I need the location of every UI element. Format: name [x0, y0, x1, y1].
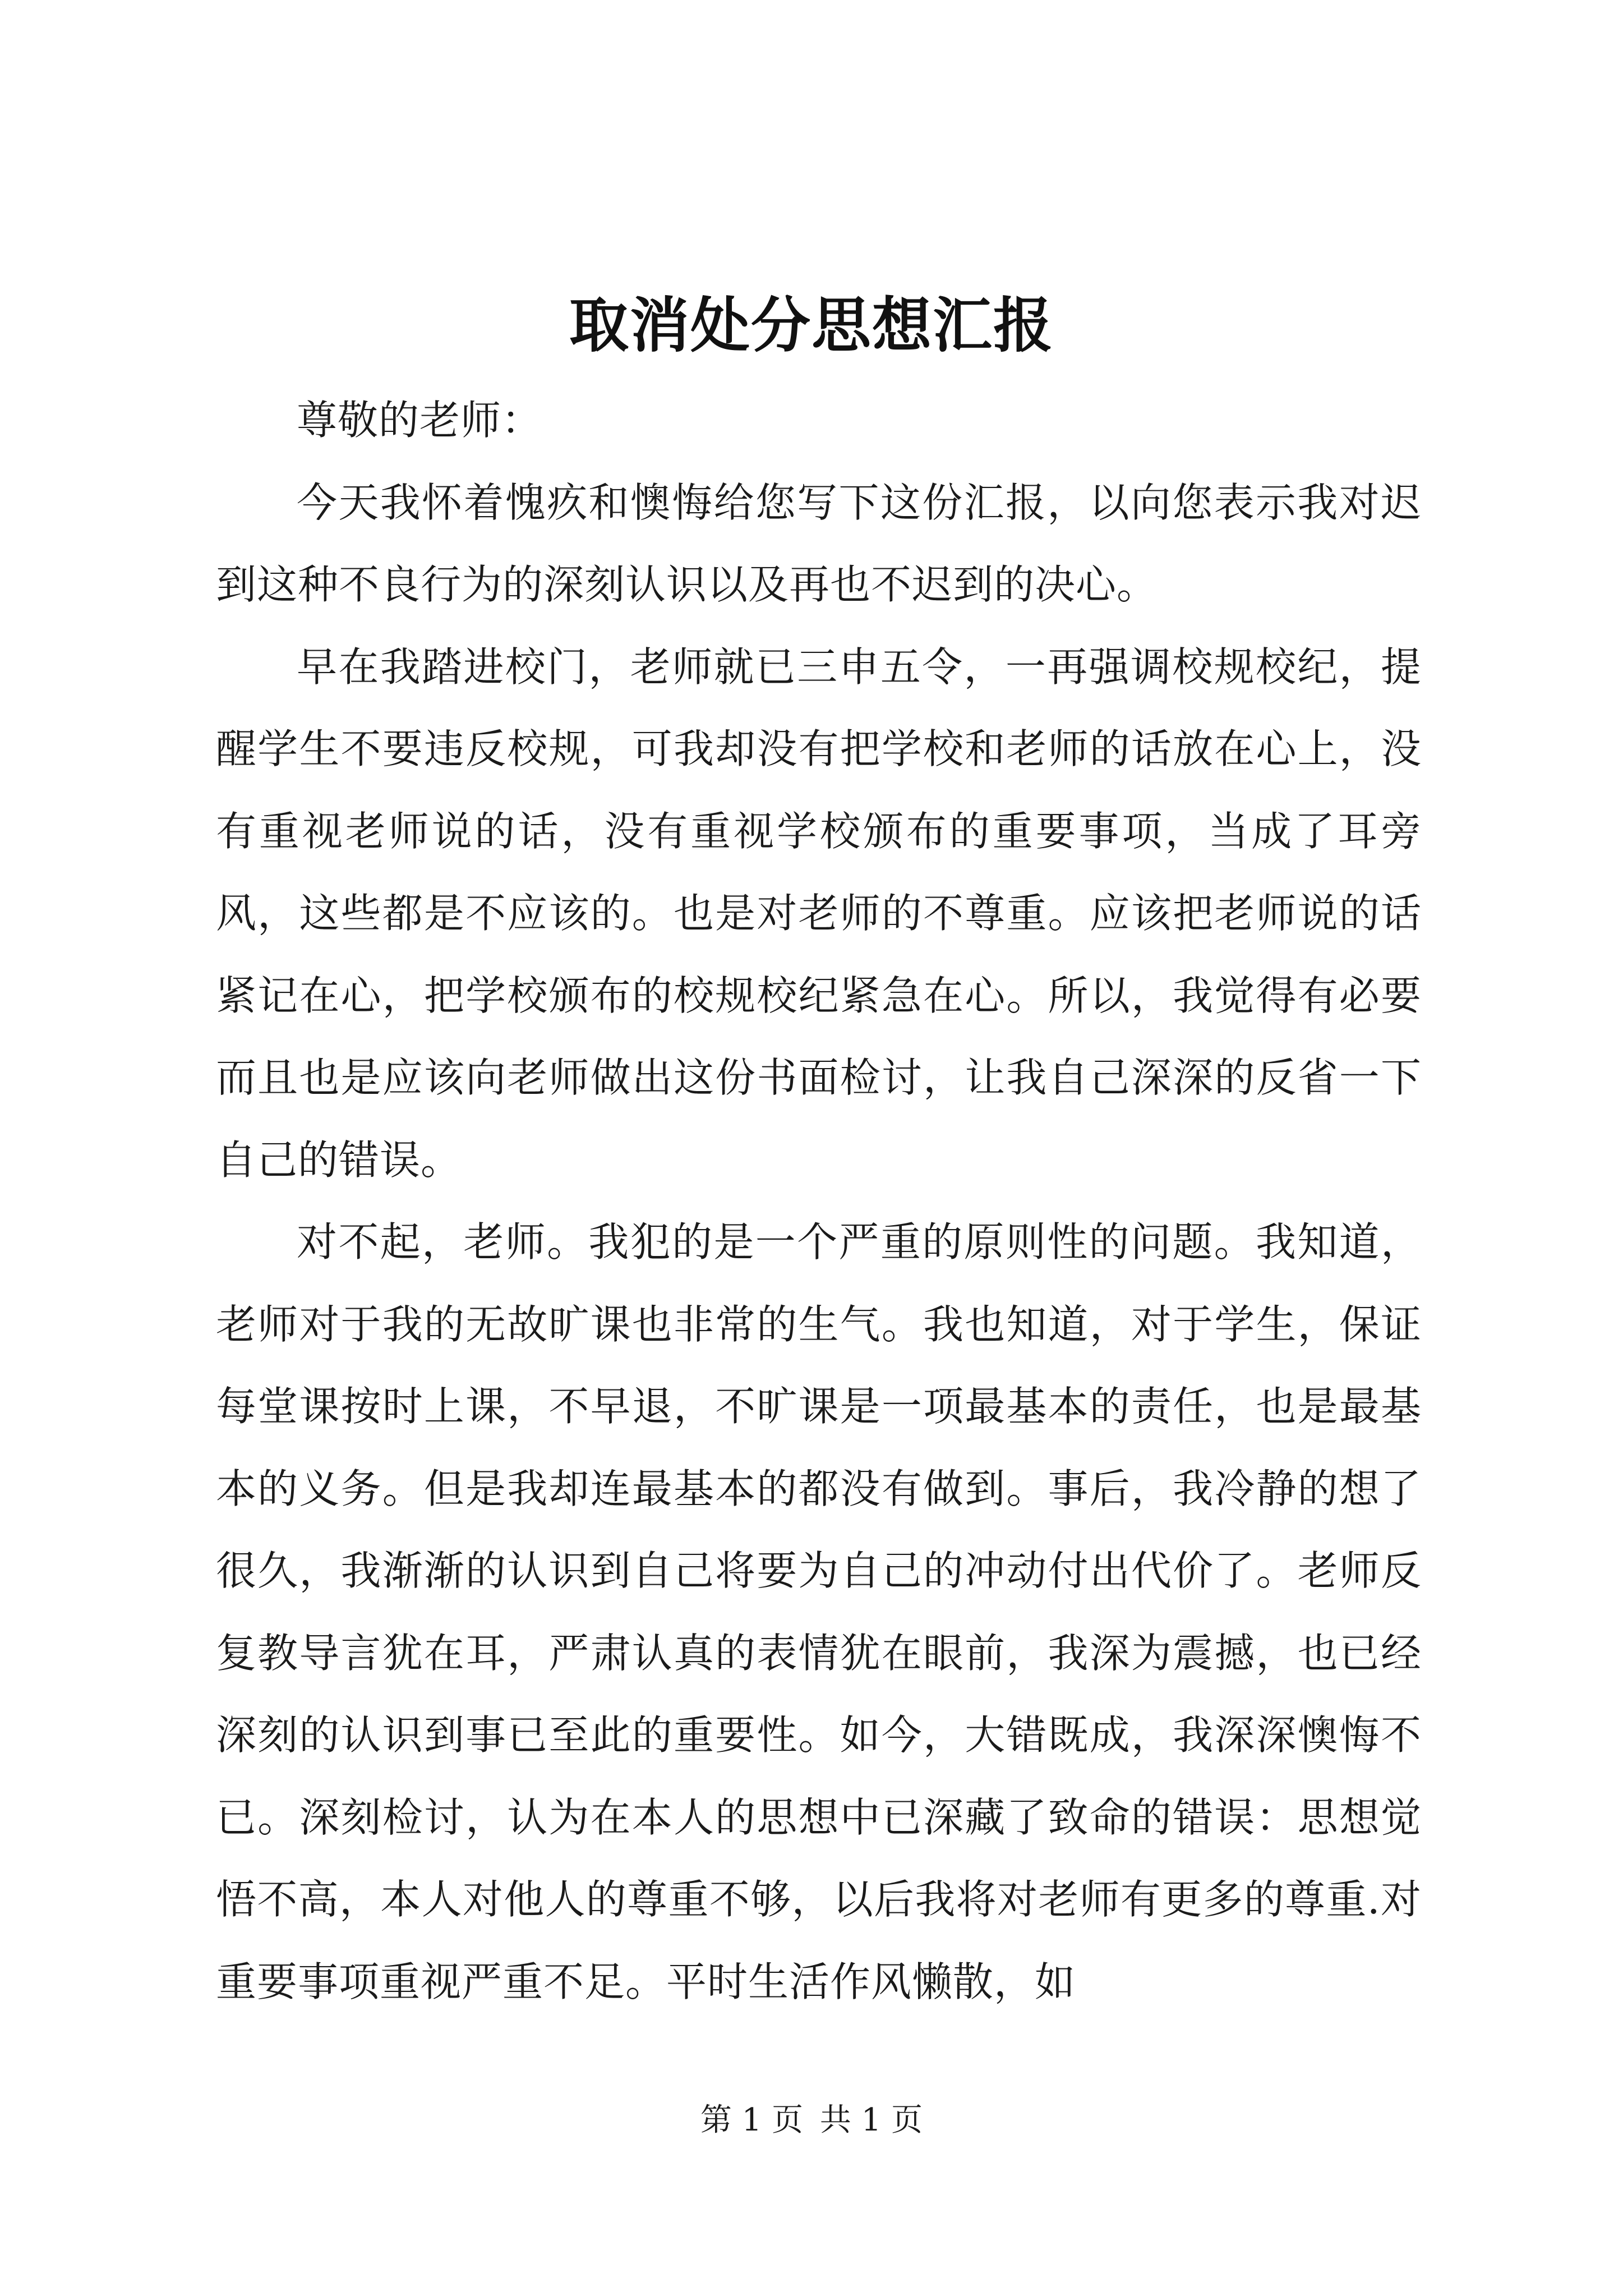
page-total: 共 1 页: [819, 2102, 923, 2138]
page-footer: [0, 2098, 1623, 2143]
paragraph-3: 对不起，老师。我犯的是一个严重的原则性的问题。我知道，老师对于我的无故旷课也非常的生气。我也知道，对于学生，保证每堂课按时上课，不早退，不旷课是一项最基本的责任，也是最基本的义务。但是我却连最基本的都没有做到。事后，我冷静的想了很久，我渐渐的认识到自己将要为自己的冲动付出代价了。老师反复教导言犹在耳，严肃认真的表情犹在眼前，我深为震撼，也已经深刻的认识到事已至此的重要性。如今，大错既成，我深深懊悔不已。深刻检讨，认为在本人的思想中已深藏了致命的错误：思想觉悟不高，本人对他人的尊重不够，以后我将对老师有更多的尊重.对重要事项重视严重不足。平时生活作风懒散，如: [216, 1218, 1422, 2005]
paragraph-2: 早在我踏进校门，老师就已三申五令，一再强调校规校纪，提醒学生不要违反校规，可我却没有把学校和老师的话放在心上，没有重视老师说的话，没有重视学校颁布的重要事项，当成了耳旁风，这些都是不应该的。也是对老师的不尊重。应该把老师说的话紧记在心，把学校颁布的校规校纪紧急在心。所以，我觉得有必要而且也是应该向老师做出这份书面检讨，让我自己深深的反省一下自己的错误。: [216, 643, 1422, 1184]
paragraph-1: 今天我怀着愧疚和懊悔给您写下这份汇报，以向您表示我对迟到这种不良行为的深刻认识以及再也不迟到的决心。: [216, 478, 1422, 608]
page-number: 第 1 页: [700, 2102, 804, 2138]
salutation: 尊敬的老师：: [297, 397, 543, 444]
document-title: 取消处分思想汇报: [569, 290, 1054, 360]
document-body: [216, 379, 1422, 2023]
